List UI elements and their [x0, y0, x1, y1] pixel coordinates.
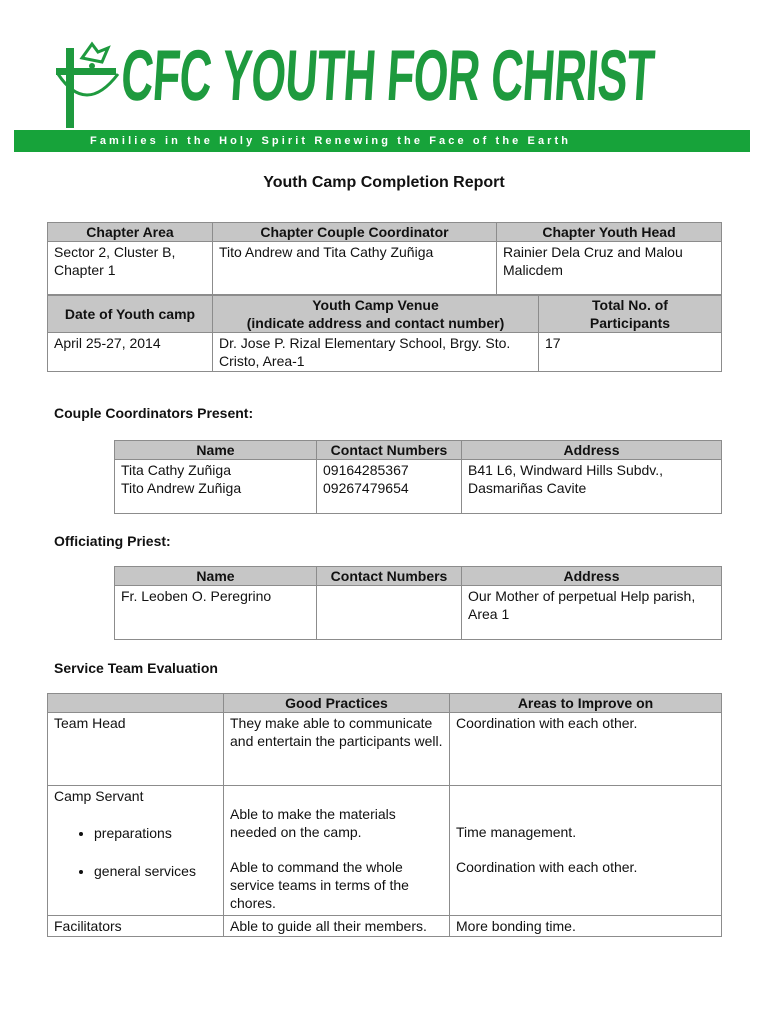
- priest-header-name: Name: [115, 567, 317, 586]
- tagline-banner: [14, 130, 750, 152]
- coord-names-cell: [115, 460, 317, 514]
- coord-contact-2: 09267479654: [323, 480, 409, 496]
- camp-servant-improve-1: Time management.: [456, 824, 577, 840]
- header-total: [539, 296, 722, 333]
- coord-contacts-cell: [317, 460, 462, 514]
- eval-row-camp-servant: [48, 786, 722, 916]
- bullet-general-services: • general services: [94, 862, 217, 880]
- priest-table: [114, 566, 722, 640]
- team-head-role: Team Head: [48, 713, 224, 786]
- camp-servant-improve-cell: [450, 786, 722, 916]
- header-venue-line1: Youth Camp Venue: [312, 297, 439, 313]
- coord-name-1: Tita Cathy Zuñiga: [121, 462, 231, 478]
- priest-header-contact: Contact Numbers: [317, 567, 462, 586]
- camp-servant-role: Camp Servant: [54, 788, 144, 804]
- camp-servant-role-cell: [48, 786, 224, 916]
- cross-dove-logo-icon: [52, 38, 124, 130]
- priest-header-address: Address: [462, 567, 722, 586]
- youth-head-value: Rainier Dela Cruz and Malou Malicdem: [497, 242, 722, 295]
- facilitators-good: Able to guide all their members.: [224, 916, 450, 937]
- coord-address-1: B41 L6, Windward Hills Subdv.,: [468, 462, 664, 478]
- tagline-text: Families in the Holy Spirit Renewing the Face of the Earth: [90, 135, 572, 147]
- total-participants-value: 17: [539, 333, 722, 372]
- coord-header-name: Name: [115, 441, 317, 460]
- priest-address-value: Our Mother of perpetual Help parish, Area 1: [462, 586, 722, 640]
- eval-row-facilitators: [48, 916, 722, 937]
- report-title: Youth Camp Completion Report: [263, 174, 505, 191]
- coordinators-label: Couple Coordinators Present:: [54, 405, 254, 421]
- evaluation-table: [47, 693, 722, 937]
- header-total-line2: Participants: [589, 315, 671, 331]
- camp-table: [47, 295, 722, 372]
- header-youth-head: Chapter Youth Head: [497, 223, 722, 242]
- coord-address-2: Dasmariñas Cavite: [468, 480, 587, 496]
- eval-row-team-head: [48, 713, 722, 786]
- header-date: [48, 296, 213, 333]
- coord-header-address: Address: [462, 441, 722, 460]
- camp-servant-improve-2: Coordination with each other.: [456, 859, 638, 875]
- header-chapter-area: Chapter Area: [48, 223, 213, 242]
- coord-address-cell: [462, 460, 722, 514]
- header-venue: [213, 296, 539, 333]
- camp-venue-value: Dr. Jose P. Rizal Elementary School, Brgy. Sto. Cristo, Area-1: [213, 333, 539, 372]
- eval-header-good: Good Practices: [224, 694, 450, 713]
- coord-name-2: Tito Andrew Zuñiga: [121, 480, 242, 496]
- bullet-preparations: • preparations: [94, 824, 217, 842]
- coord-contact-1: 09164285367: [323, 462, 409, 478]
- chapter-table: [47, 222, 722, 295]
- coord-header-contact: Contact Numbers: [317, 441, 462, 460]
- eval-header-role: [48, 694, 224, 713]
- priest-contact-value: [317, 586, 462, 640]
- priest-name-value: Fr. Leoben O. Peregrino: [115, 586, 317, 640]
- couple-coordinator-value: Tito Andrew and Tita Cathy Zuñiga: [213, 242, 497, 295]
- priest-label: Officiating Priest:: [54, 533, 171, 549]
- camp-servant-bullets: [54, 824, 217, 880]
- header-total-line1: Total No. of: [592, 297, 668, 313]
- team-head-improve: Coordination with each other.: [450, 713, 722, 786]
- evaluation-label: Service Team Evaluation: [54, 660, 218, 676]
- facilitators-improve: More bonding time.: [450, 916, 722, 937]
- team-head-good: They make able to communicate and entertain the participants well.: [224, 713, 450, 786]
- coordinators-table: [114, 440, 722, 514]
- camp-servant-good-2: Able to command the whole service teams in terms of the chores.: [230, 859, 409, 911]
- header-date-label: Date of Youth camp: [64, 306, 196, 322]
- camp-servant-good-cell: [224, 786, 450, 916]
- header-venue-line2: (indicate address and contact number): [246, 315, 505, 331]
- chapter-area-value: Sector 2, Cluster B, Chapter 1: [48, 242, 213, 295]
- logo-text: CFC YOUTH FOR CHRIST: [118, 36, 657, 116]
- header-couple-coordinator: Chapter Couple Coordinator: [213, 223, 497, 242]
- camp-servant-good-1: Able to make the materials needed on the camp.: [230, 806, 396, 840]
- camp-date-value: April 25-27, 2014: [48, 333, 213, 372]
- facilitators-role: Facilitators: [48, 916, 224, 937]
- eval-header-improve: Areas to Improve on: [450, 694, 722, 713]
